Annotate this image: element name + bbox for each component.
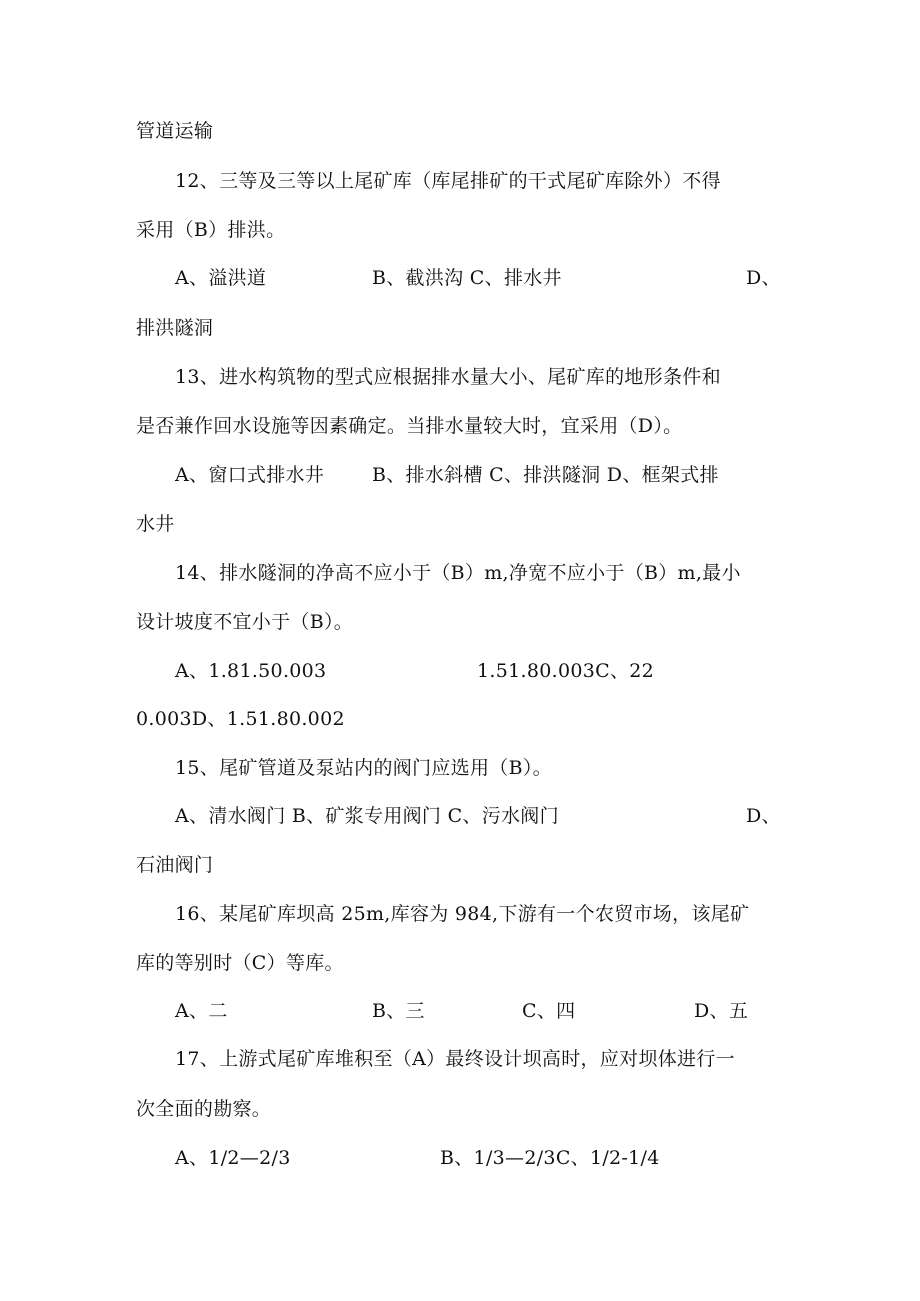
option-a: A、1.81.50.003	[175, 660, 327, 682]
question-13-line-1: 13、进水构筑物的型式应根据排水量大小、尾矿库的地形条件和	[175, 366, 721, 388]
option-c: C、四	[522, 1000, 576, 1022]
option-b-c: B、1/3—2/3C、1/2-1/4	[440, 1147, 660, 1169]
question-17-line-2: 次全面的勘察。	[136, 1098, 272, 1120]
question-12-line-1: 12、三等及三等以上尾矿库（库尾排矿的干式尾矿库除外）不得	[175, 170, 721, 192]
question-15-line-1: 15、尾矿管道及泵站内的阀门应选用（B）。	[175, 757, 552, 779]
question-14-line-1: 14、排水隧洞的净高不应小于（B）m,净宽不应小于（B）m,最小	[175, 562, 741, 584]
question-17-line-1: 17、上游式尾矿库堆积至（A）最终设计坝高时，应对坝体进行一	[175, 1048, 735, 1070]
option-a: A、窗口式排水井	[175, 464, 325, 486]
option-b-c-d: B、排水斜槽 C、排洪隧洞 D、框架式排	[372, 464, 719, 486]
text-line: 排洪隧洞	[136, 317, 214, 339]
text-line: 管道运输	[136, 120, 214, 142]
question-13-line-2: 是否兼作回水设施等因素确定。当排水量较大时，宜采用（D）。	[136, 415, 683, 437]
option-d: D、	[746, 805, 781, 827]
option-b-c: 1.51.80.003C、22	[477, 660, 655, 682]
question-16-line-1: 16、某尾矿库坝高 25m,库容为 984,下游有一个农贸市场，该尾矿	[175, 903, 750, 925]
option-a: A、1/2—2/3	[175, 1147, 291, 1169]
option-b-c: B、截洪沟 C、排水井	[372, 267, 562, 289]
question-12-line-2: 采用（B）排洪。	[136, 219, 286, 241]
option-a-b-c: A、清水阀门 B、矿浆专用阀门 C、污水阀门	[175, 805, 559, 827]
text-line: 0.003D、1.51.80.002	[136, 708, 345, 730]
option-d: D、	[746, 267, 781, 289]
option-b: B、三	[372, 1000, 425, 1022]
option-d: D、五	[694, 1000, 749, 1022]
option-a: A、溢洪道	[175, 267, 267, 289]
option-a: A、二	[175, 1000, 228, 1022]
question-16-line-2: 库的等别时（C）等库。	[136, 952, 344, 974]
text-line: 水井	[136, 513, 175, 535]
question-14-line-2: 设计坡度不宜小于（B）。	[136, 611, 354, 633]
text-line: 石油阀门	[136, 854, 214, 876]
